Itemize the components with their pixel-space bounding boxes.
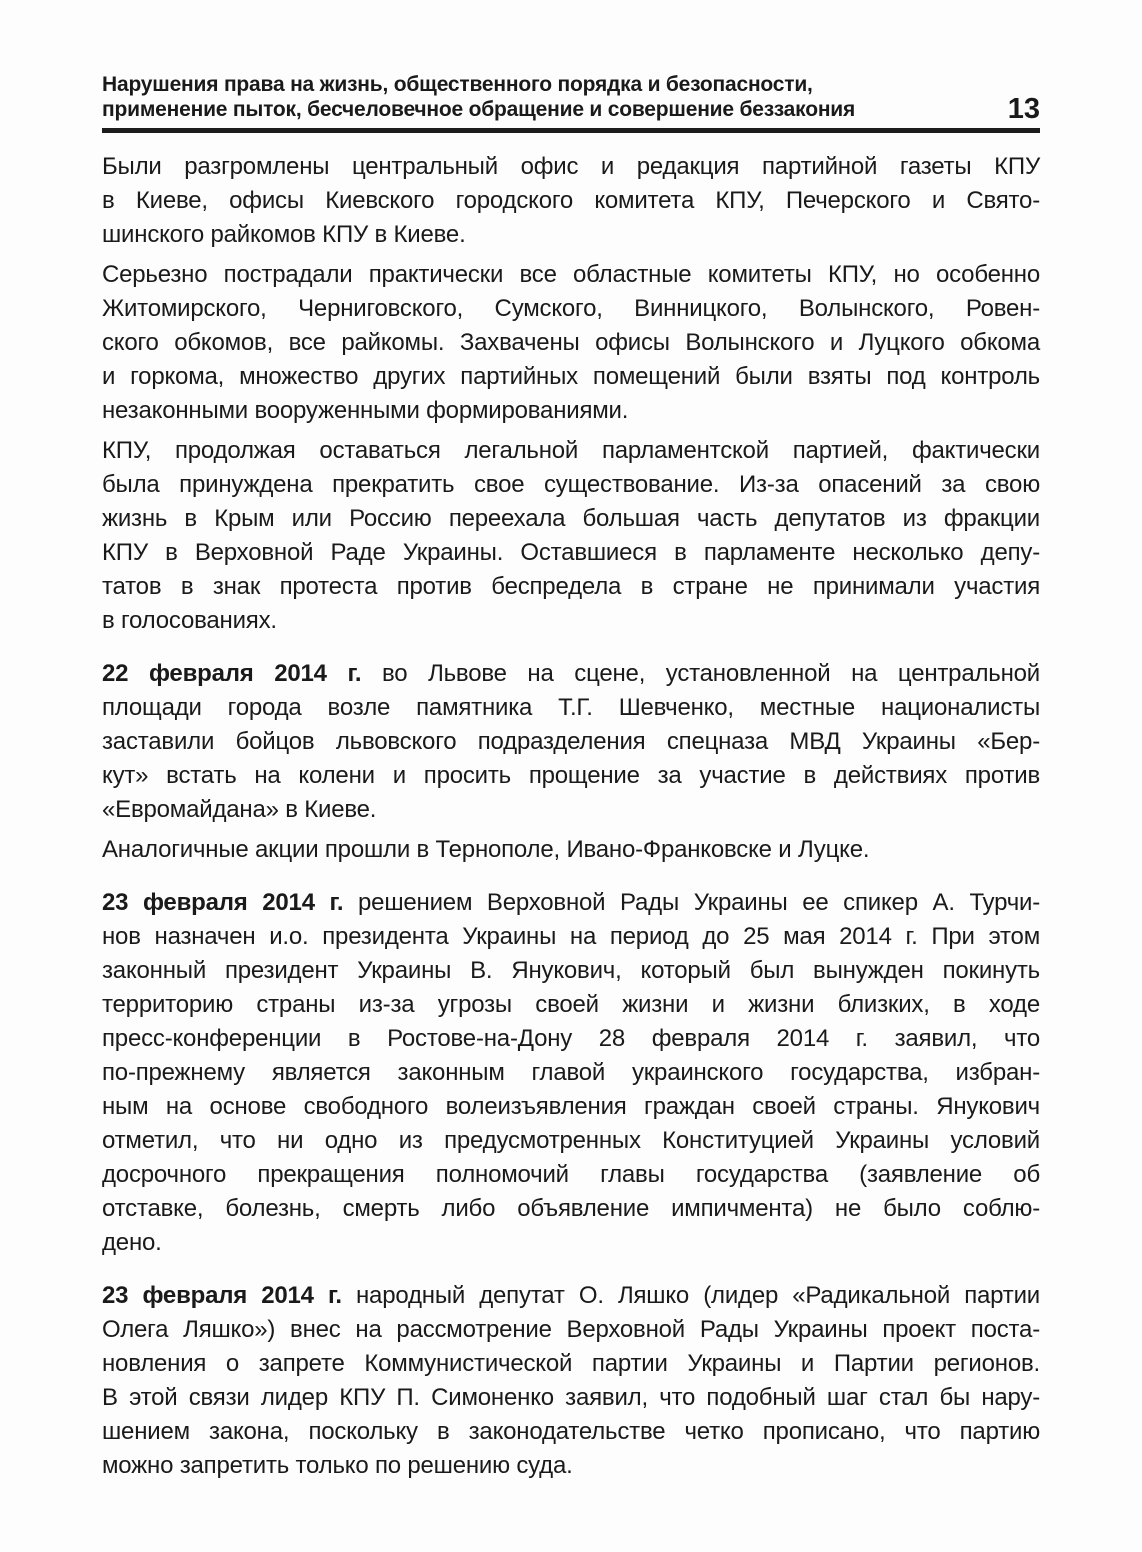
- text-line: ным на основе свободного волеизъявления граждан своей страны. Янукович: [102, 1093, 1040, 1120]
- text-line: шением закона, поскольку в законодательстве четко прописано, что партию: [102, 1418, 1040, 1445]
- dated-paragraph: [102, 657, 1040, 827]
- text-line: КПУ в Верховной Раде Украины. Оставшиеся в парламенте несколько депу-: [102, 539, 1040, 566]
- text-line: «Евромайдана» в Киеве.: [102, 796, 377, 823]
- text-line: Олега Ляшко») внес на рассмотрение Верховной Рады Украины проект поста-: [102, 1316, 1040, 1343]
- text-line: жизнь в Крым или Россию переехала большая часть депутатов из фракции: [102, 505, 1040, 532]
- text-line: 23 февраля 2014 г. решением Верховной Рады Украины ее спикер А. Турчи-: [102, 889, 1041, 916]
- text-line: В этой связи лидер КПУ П. Симоненко заявил, что подобный шаг стал бы нару-: [102, 1384, 1040, 1411]
- text-line: по-прежнему является законным главой украинского государства, избран-: [102, 1059, 1040, 1086]
- text-line: Житомирского, Черниговского, Сумского, Винницкого, Волынского, Ровен-: [102, 295, 1040, 322]
- text-line: кут» встать на колени и просить прощение за участие в действиях против: [102, 762, 1040, 789]
- text-line: площади города возле памятника Т.Г. Шевченко, местные националисты: [102, 694, 1040, 721]
- text-line: можно запретить только по решению суда.: [102, 1452, 573, 1479]
- text-line: отметил, что ни одно из предусмотренных Конституцией Украины условий: [102, 1127, 1040, 1154]
- page-body: [102, 150, 1040, 1483]
- page-header: [102, 72, 1040, 125]
- text-line: отставке, болезнь, смерть либо объявление импичмента) не было соблю-: [102, 1195, 1040, 1222]
- date-lead: 23 февраля 2014 г.: [102, 889, 344, 916]
- text-line: дено.: [102, 1229, 162, 1256]
- paragraph: [102, 833, 1040, 867]
- text-line: заставили бойцов львовского подразделения спецназа МВД Украины «Бер-: [102, 728, 1040, 755]
- text-line: и горкома, множество других партийных помещений были взяты под контроль: [102, 363, 1040, 390]
- text-line: пресс-конференции в Ростове-на-Дону 28 февраля 2014 г. заявил, что: [102, 1025, 1040, 1052]
- text-line: Были разгромлены центральный офис и редакция партийной газеты КПУ: [102, 153, 1040, 180]
- text-line: 23 февраля 2014 г. народный депутат О. Ляшко (лидер «Радикальной партии: [102, 1282, 1040, 1309]
- text-line: Серьезно пострадали практически все областные комитеты КПУ, но особенно: [102, 261, 1040, 288]
- text-line: территорию страны из-за угрозы своей жизни и жизни близких, в ходе: [102, 991, 1040, 1018]
- text-line: была принуждена прекратить свое существование. Из-за опасений за свою: [102, 471, 1040, 498]
- text-line: Аналогичные акции прошли в Тернополе, Ивано-Франковске и Луцке.: [102, 836, 870, 863]
- dated-paragraph: [102, 886, 1040, 1260]
- date-lead: 22 февраля 2014 г.: [102, 660, 362, 687]
- text-line: законный президент Украины В. Янукович, который был вынужден покинуть: [102, 957, 1040, 984]
- text-line: КПУ, продолжая оставаться легальной парламентской партией, фактически: [102, 437, 1040, 464]
- text-line: татов в знак протеста против беспредела в стране не принимали участия: [102, 573, 1040, 600]
- text-line: в голосованиях.: [102, 607, 277, 634]
- paragraph: [102, 434, 1040, 638]
- page-number: 13: [1007, 93, 1040, 125]
- paragraph: [102, 258, 1040, 428]
- paragraph: [102, 150, 1040, 252]
- date-lead: 23 февраля 2014 г.: [102, 1282, 342, 1309]
- text-line: шинского райкомов КПУ в Киеве.: [102, 221, 466, 248]
- header-rule: [102, 128, 1040, 133]
- running-header: [102, 72, 855, 122]
- running-header-line2: применение пыток, бесчеловечное обращение и совершение беззакония: [102, 98, 856, 121]
- text-line: незаконными вооруженными формированиями.: [102, 397, 629, 424]
- text-line: нов назначен и.о. президента Украины на период до 25 мая 2014 г. При этом: [102, 923, 1040, 950]
- dated-paragraph: [102, 1279, 1040, 1483]
- running-header-line1: Нарушения права на жизнь, общественного порядка и безопасности,: [102, 73, 813, 96]
- text-line: новления о запрете Коммунистической партии Украины и Партии регионов.: [102, 1350, 1040, 1377]
- text-line: досрочного прекращения полномочий главы государства (заявление об: [102, 1161, 1040, 1188]
- text-line: 22 февраля 2014 г. во Львове на сцене, установленной на центральной: [102, 660, 1040, 687]
- text-line: ского обкомов, все райкомы. Захвачены офисы Волынского и Луцкого обкома: [102, 329, 1040, 356]
- text-line: в Киеве, офисы Киевского городского комитета КПУ, Печерского и Свято-: [102, 187, 1040, 214]
